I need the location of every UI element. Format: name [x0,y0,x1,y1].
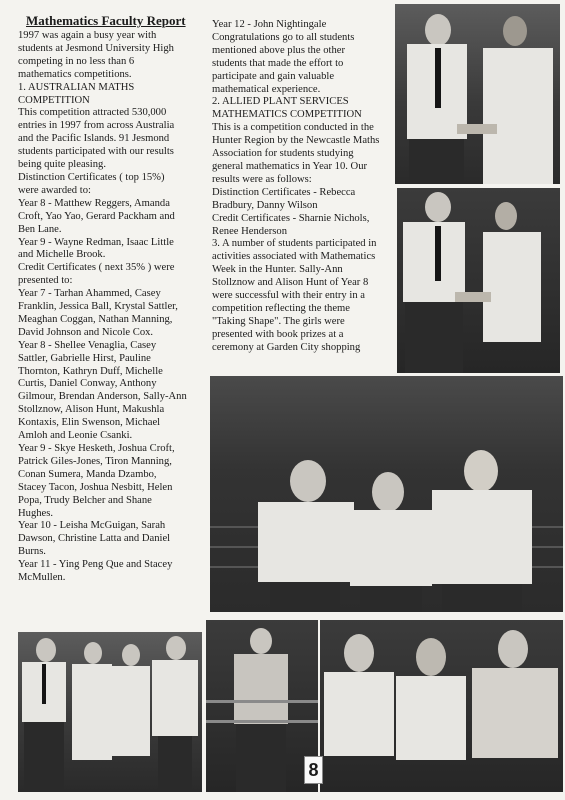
middle-text-line: Bradbury, Danny Wilson [212,199,318,211]
left-text-line: Stacey Tacon, Joshua Nesbitt, Helen [18,481,173,493]
left-text-line: Hughes. [18,507,54,519]
left-text-line: mathematics competitions. [18,68,132,80]
left-text-line: Dawson, Christine Latta and Daniel [18,533,171,545]
left-text-line: Franklin, Jessica Ball, Krystal Sattler, [18,301,178,313]
left-text-line: Distinction Certificates ( top 15%) [18,171,165,183]
left-text-line: students participated with our results [18,146,174,158]
left-text-line: 1. AUSTRALIAN MATHS [18,81,135,93]
middle-text-line: Credit Certificates - Sharnie Nichols, [212,212,370,224]
left-text-line: 1997 was again a busy year with [18,30,157,41]
left-text-line: presented to: [18,275,73,287]
middle-text-line: students that made the effort to [212,57,344,69]
left-text-line: Year 9 - Skye Hesketh, Joshua Croft, [18,443,175,454]
middle-text-column [212,19,392,355]
left-text-line: Croft, Yao Yao, Gerard Packham and [18,210,175,222]
left-text-line: Patrick Giles-Jones, Tiron Manning, [18,455,172,467]
left-text-line: Year 8 - Matthew Reggers, Amanda [18,197,170,209]
photo-award-presentation-1 [395,4,560,184]
left-text-line: entries in 1997 from across Australia [18,120,175,132]
middle-text-line: presented with book prizes at a [212,328,344,340]
middle-text-line: "Taking Shape". The girls were [212,315,345,327]
left-text-line: and Michelle Brook. [18,249,106,261]
middle-text-line: 2. ALLIED PLANT SERVICES [212,96,349,108]
photo-three-students-seated [320,620,563,792]
middle-text-line: Stollznow and Alison Hunt of Year 8 [212,277,369,289]
middle-text-line: results were as follows: [212,173,312,185]
left-text-line: Year 8 - Shellee Venaglia, Casey [18,339,157,351]
left-text-line: students at Jesmond University High [18,42,174,54]
left-text-line: Year 7 - Tarhan Ahammed, Casey [18,288,161,300]
middle-text-line: mentioned above plus the other [212,44,345,56]
left-text-line: Credit Certificates ( next 35% ) were [18,262,175,274]
left-text-line: Ben Lane. [18,223,62,235]
middle-text-line: activities associated with Mathematics [212,251,376,263]
middle-text-line: Distinction Certificates - Rebecca [212,186,356,198]
left-text-line: Burns. [18,546,46,558]
middle-text-line: Renee Henderson [212,225,288,237]
left-text-column [18,14,208,585]
left-text-line: Amloh and Leonie Csanki. [18,430,133,442]
left-text-line: Sattler, Gabrielle Hirst, Pauline [18,352,151,364]
left-text-line: were awarded to: [18,184,91,196]
photo-award-presentation-2 [397,188,560,373]
left-text-line: being quite pleasing. [18,159,106,171]
left-text-line: Gilmour, Brendan Anderson, Sally-Ann [18,391,187,403]
left-text-line: Stollznow, Alison Hunt, Makushla [18,404,165,416]
left-text-line: McMullen. [18,572,66,584]
page-number: 8 [304,756,323,784]
middle-text-line: Week in the Hunter. Sally-Ann [212,264,343,276]
middle-text-line: general mathematics in Year 10. Our [212,160,368,172]
photo-group-four [18,632,202,792]
photo-three-students-on-steps [210,376,563,612]
left-text-line: competing in no less than 6 [18,55,135,67]
left-text-line: Curtis, Daniel Conway, Anthony [18,378,157,390]
left-text-line: David Johnson and Nicole Cox. [18,326,154,338]
middle-text-line: Hunter Region by the Newcastle Maths [212,135,380,147]
middle-text-line: Year 12 - John Nightingale [212,19,327,30]
left-text-line: Year 11 - Ying Peng Que and Stacey [18,559,173,571]
middle-text-line: MATHEMATICS COMPETITION [212,109,362,121]
middle-text-line: were successful with their entry in a [212,290,365,302]
left-text-line: Meaghan Coggan, Nathan Manning, [18,313,173,325]
left-text-line: This competition attracted 530,000 [18,107,167,119]
left-text-line: Thornton, Kathryn Duff, Michelle [18,365,163,377]
left-text-line: Popa, Trudy Belcher and Shane [18,494,152,506]
middle-text-line: 3. A number of students participated in [212,238,377,250]
middle-text-line: This is a competition conducted in the [212,122,374,134]
middle-text-line: Congratulations go to all students [212,31,355,43]
left-text-line: and the Pacific Islands. 91 Jesmond [18,133,170,145]
middle-text-line: participate and gain valuable [212,70,335,82]
left-text-line: Year 9 - Wayne Redman, Isaac Little [18,236,174,248]
middle-text-line: mathematical experience. [212,83,321,95]
photo-student-at-railing [206,620,318,792]
left-text-line: Year 10 - Leisha McGuigan, Sarah [18,520,166,532]
report-title: Mathematics Faculty Report [26,13,186,28]
middle-text-line: ceremony at Garden City shopping [212,341,361,353]
left-text-line: COMPETITION [18,94,90,106]
left-text-line: Conan Sumera, Manda Dzambo, [18,468,157,480]
middle-text-line: Association for students studying [212,148,354,160]
left-text-line: Kontaxis, Elin Swenson, Michael [18,417,161,429]
middle-text-line: competition reflecting the theme [212,302,350,314]
